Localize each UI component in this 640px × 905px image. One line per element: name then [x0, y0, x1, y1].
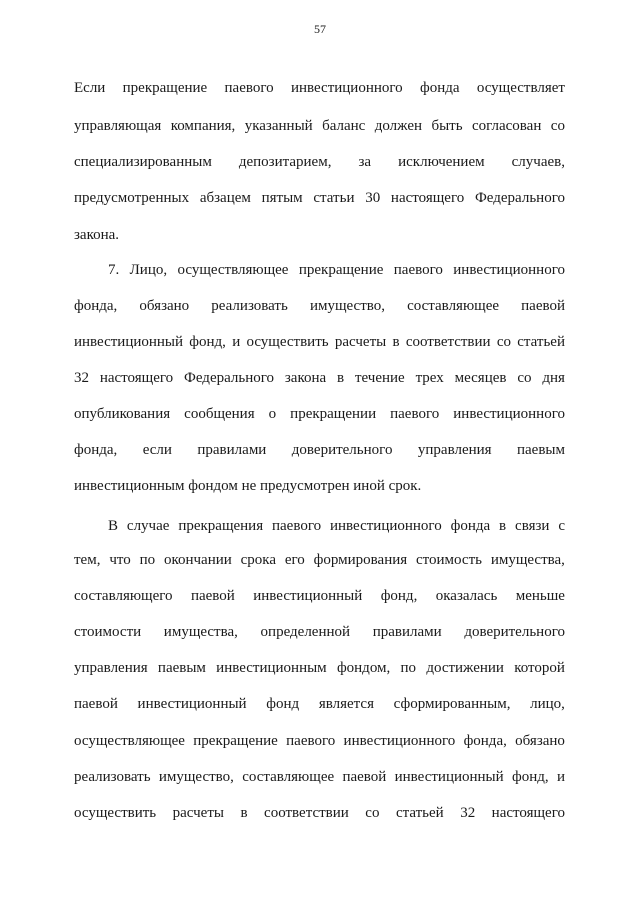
word: инвестиционного	[330, 518, 442, 534]
word: инвестиционного	[453, 406, 565, 422]
word: прекращение	[193, 733, 278, 749]
word: инвестиционным	[216, 660, 327, 676]
word: правилами	[197, 442, 267, 458]
word: стоимости	[74, 624, 142, 640]
word: Если	[74, 80, 106, 96]
word: согласован	[471, 118, 542, 134]
word: доверительного	[291, 442, 393, 458]
word: паевого	[224, 80, 274, 96]
word: оказалась	[435, 588, 498, 604]
word: фонда,	[74, 298, 118, 314]
word: лицо,	[530, 696, 565, 712]
word: со	[365, 805, 380, 821]
word: обязано	[515, 733, 565, 749]
word: со	[496, 334, 511, 350]
word: фондом,	[336, 660, 391, 676]
word: 32	[74, 370, 89, 386]
word: со	[517, 370, 532, 386]
word: инвестиционный	[253, 588, 363, 604]
word: осуществляет	[476, 80, 565, 96]
word: составляющего	[74, 588, 173, 604]
text-line	[74, 732, 565, 750]
word: со	[550, 118, 565, 134]
word: о	[268, 406, 277, 422]
word: паевого	[390, 406, 440, 422]
word: тем,	[74, 552, 101, 568]
text-line	[74, 189, 565, 207]
word: если	[142, 442, 172, 458]
text-line	[74, 804, 565, 822]
word: осуществляющее	[74, 733, 185, 749]
word: окончании	[163, 552, 232, 568]
word: по	[400, 660, 417, 676]
word: паевой	[521, 298, 565, 314]
word: является	[318, 696, 374, 712]
word: быть	[431, 118, 463, 134]
word: с	[558, 518, 565, 534]
word: течение	[354, 370, 405, 386]
word: прекращении	[290, 406, 377, 422]
word: паевого	[286, 733, 336, 749]
word: имущества,	[163, 624, 238, 640]
word: инвестиционного	[290, 80, 403, 96]
word: инвестиционный	[137, 696, 247, 712]
word: Федерального	[184, 370, 275, 386]
word: реализовать	[211, 298, 288, 314]
word: фонда	[419, 80, 460, 96]
word: прекращения	[178, 518, 264, 534]
word: достижении	[426, 660, 504, 676]
word: которой	[514, 660, 565, 676]
word: случаев,	[511, 154, 565, 170]
word: определенной	[260, 624, 351, 640]
word: управляющая	[74, 118, 162, 134]
text-line	[74, 517, 565, 535]
word: сообщения	[184, 406, 255, 422]
word: паевой	[342, 769, 387, 785]
word: настоящего	[491, 805, 565, 821]
text-line	[74, 623, 565, 641]
word: 7.	[108, 262, 120, 278]
word: осуществить	[246, 334, 329, 350]
text-line	[74, 333, 565, 351]
word: и	[556, 769, 565, 785]
word: управления	[417, 442, 492, 458]
word: соответствии	[264, 805, 349, 821]
word: расчеты	[334, 334, 387, 350]
text-line	[74, 369, 565, 387]
word: управления	[74, 660, 148, 676]
word: его	[284, 552, 305, 568]
word: паевого	[393, 262, 443, 278]
word: обязано	[139, 298, 190, 314]
word: в	[499, 518, 507, 534]
word: фонд,	[380, 588, 418, 604]
word: прекращение	[298, 262, 384, 278]
word: за	[358, 154, 372, 170]
word: специализированным	[74, 154, 212, 170]
word: соответствии	[405, 334, 491, 350]
word: паевого	[272, 518, 322, 534]
word: дня	[542, 370, 565, 386]
word: связи	[515, 518, 550, 534]
word: фонд,	[189, 334, 226, 350]
word: баланс	[322, 118, 366, 134]
word: статьей	[517, 334, 565, 350]
word: в	[337, 370, 345, 386]
word: предусмотренных	[74, 190, 190, 206]
word: компания,	[170, 118, 236, 134]
word: формирования	[313, 552, 408, 568]
text-line	[74, 695, 565, 713]
word: должен	[374, 118, 423, 134]
page-number: 57	[314, 22, 326, 36]
word: расчеты	[172, 805, 224, 821]
text-line	[74, 587, 565, 605]
text-line	[74, 153, 565, 171]
word: настоящего	[99, 370, 174, 386]
word: составляющее	[242, 769, 335, 785]
word: паевой	[190, 588, 235, 604]
word: паевым	[517, 442, 565, 458]
word: месяцев	[454, 370, 507, 386]
word: в	[392, 334, 400, 350]
word: случае	[126, 518, 170, 534]
text-line	[74, 79, 565, 97]
text-line	[74, 297, 565, 315]
word: срока	[240, 552, 277, 568]
text-line: инвестиционным фондом не предусмотрен иной срок.	[74, 478, 422, 494]
word: депозитарием,	[238, 154, 332, 170]
word: трех	[415, 370, 444, 386]
word: инвестиционного	[343, 733, 456, 749]
word: осуществляющее	[177, 262, 289, 278]
word: закона	[284, 370, 327, 386]
text-line	[74, 441, 565, 459]
word: осуществить	[74, 805, 157, 821]
word: опубликования	[74, 406, 171, 422]
word: статьи	[313, 190, 355, 206]
word: настоящего	[390, 190, 465, 206]
word: фонда,	[74, 442, 118, 458]
word: доверительного	[464, 624, 565, 640]
word: сформированным,	[393, 696, 511, 712]
word: пятым	[261, 190, 303, 206]
word: Федерального	[474, 190, 565, 206]
word: стоимость	[416, 552, 482, 568]
word: имущество,	[158, 769, 234, 785]
text-line: закона.	[74, 227, 120, 243]
word: фонд	[266, 696, 300, 712]
word: В	[108, 518, 119, 534]
word: что	[109, 552, 131, 568]
word: составляющее	[407, 298, 500, 314]
word: инвестиционного	[453, 262, 565, 278]
word: инвестиционный	[74, 334, 184, 350]
word: фонда	[450, 518, 491, 534]
word: исключением	[398, 154, 485, 170]
word: 30	[365, 190, 381, 206]
word: имущество,	[309, 298, 385, 314]
text-line	[74, 659, 565, 677]
word: правилами	[372, 624, 442, 640]
text-line	[74, 768, 565, 786]
word: указанный	[244, 118, 313, 134]
word: Лицо,	[129, 262, 168, 278]
word: и	[232, 334, 241, 350]
word: абзацем	[199, 190, 251, 206]
word: меньше	[515, 588, 565, 604]
word: по	[139, 552, 156, 568]
word: паевым	[157, 660, 206, 676]
word: инвестиционный	[394, 769, 504, 785]
word: прекращение	[122, 80, 208, 96]
word: 32	[460, 805, 476, 821]
word: в	[240, 805, 248, 821]
text-line	[74, 117, 565, 135]
text-line	[74, 405, 565, 423]
word: имущества,	[490, 552, 565, 568]
text-line	[74, 261, 565, 279]
word: паевой	[74, 696, 118, 712]
word: фонда,	[463, 733, 507, 749]
word: статьей	[395, 805, 444, 821]
word: реализовать	[74, 769, 151, 785]
text-line	[74, 551, 565, 569]
word: фонд,	[511, 769, 549, 785]
